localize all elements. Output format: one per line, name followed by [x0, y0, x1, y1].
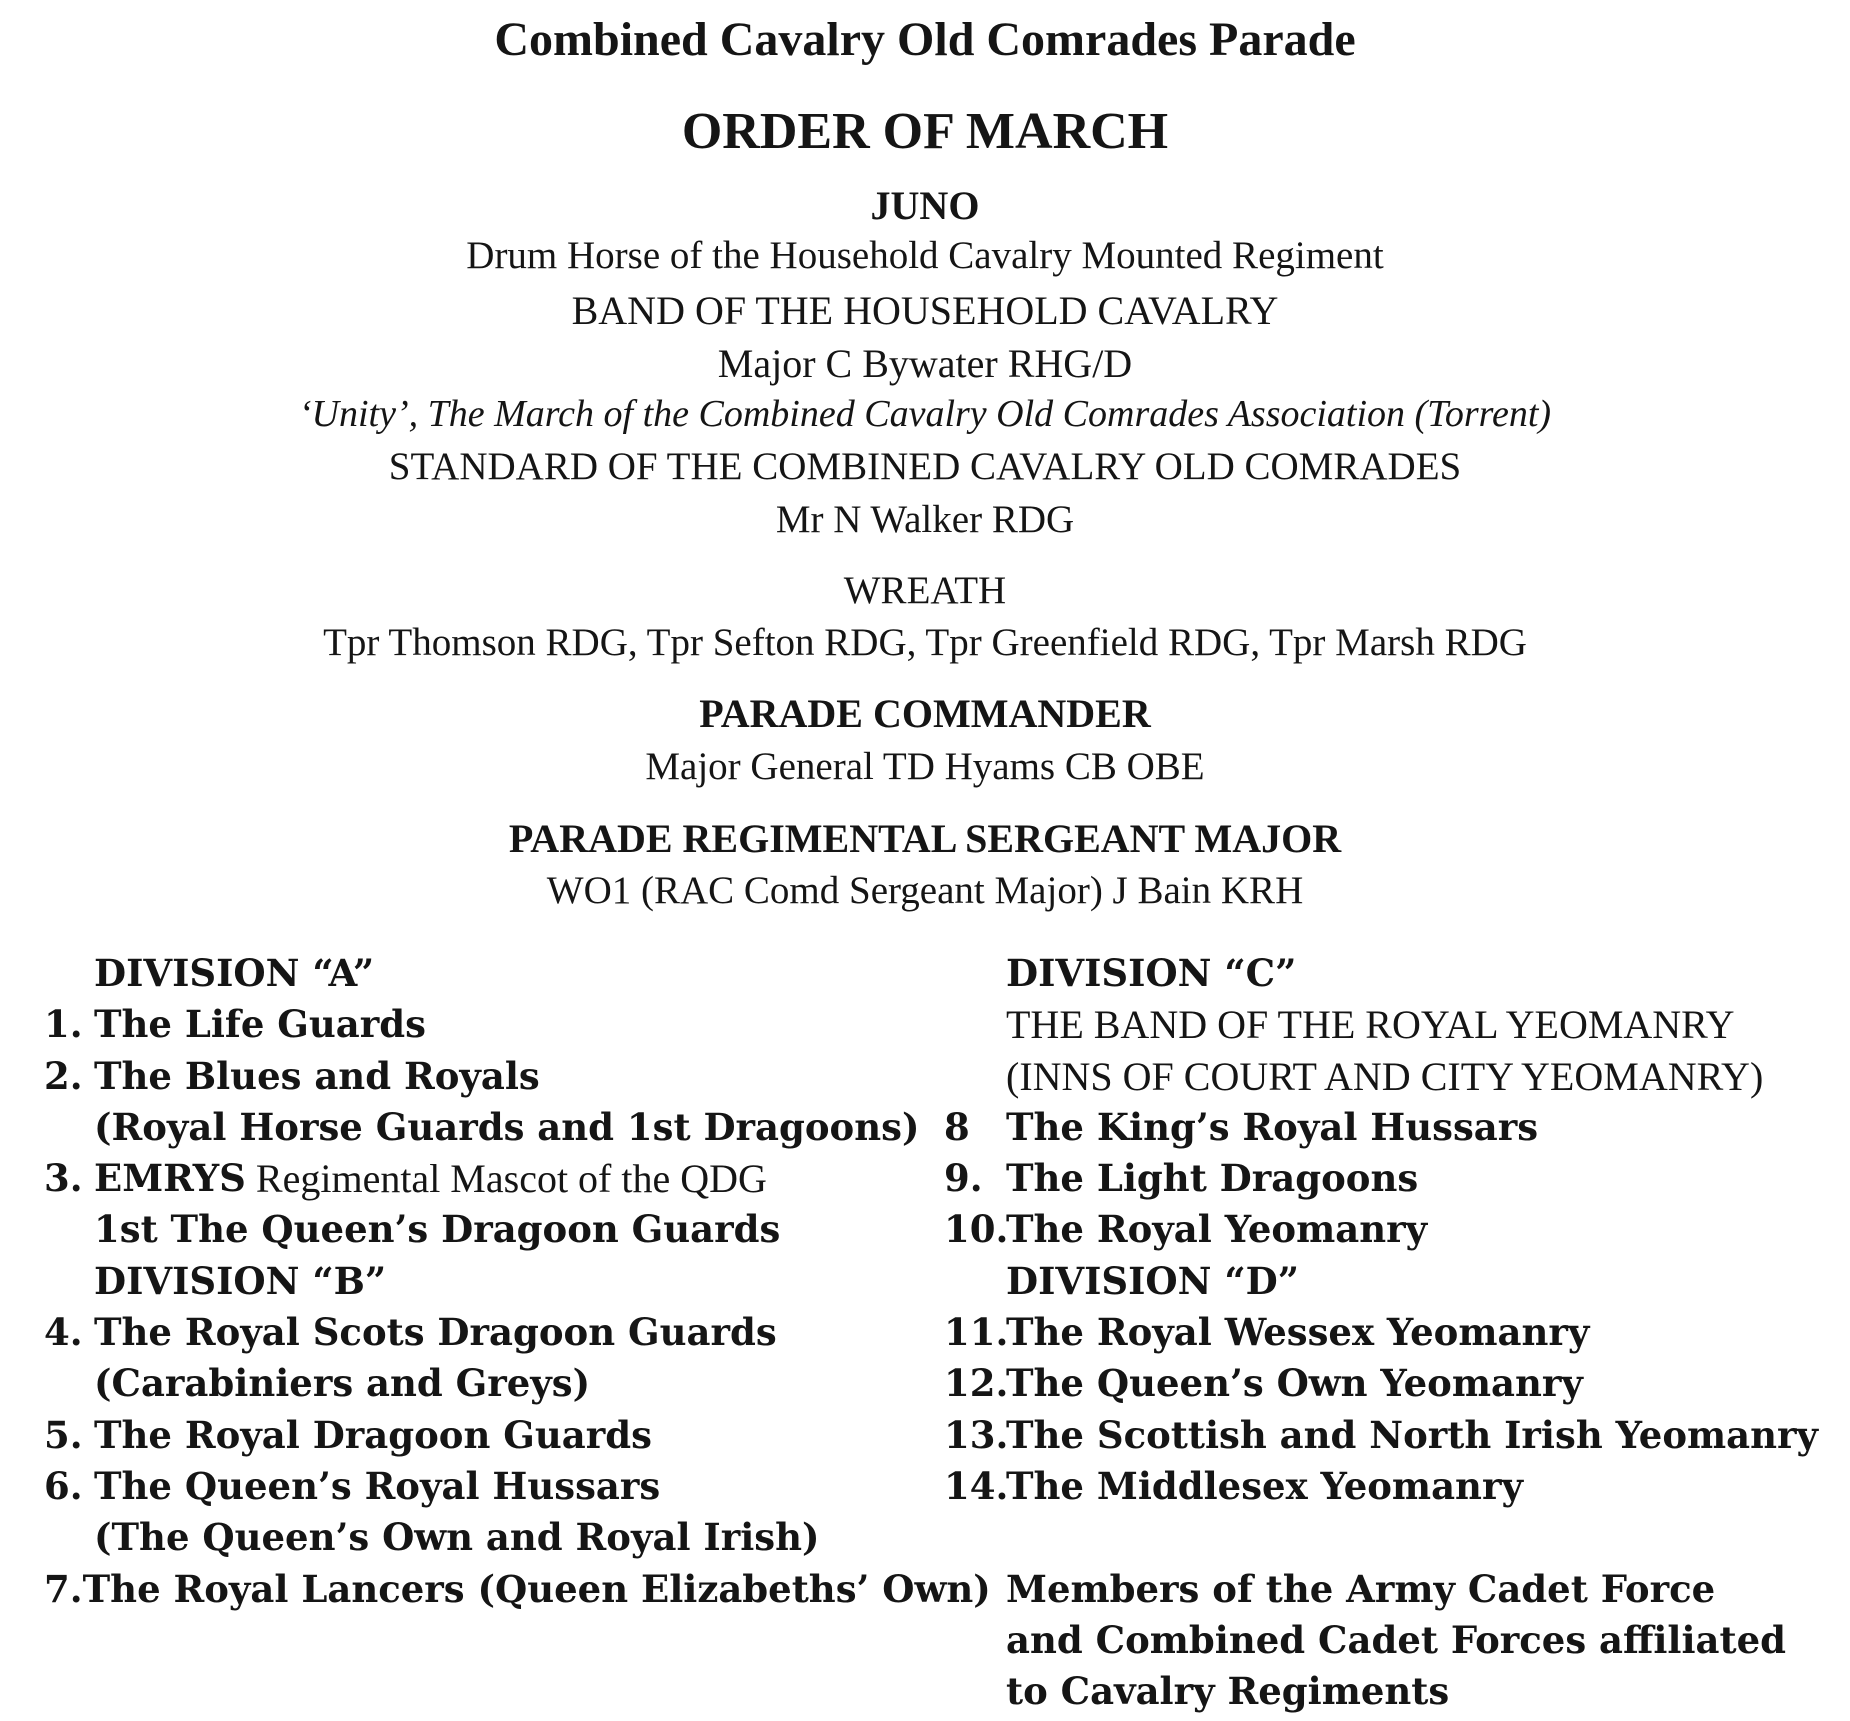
list-item: 5. The Royal Dragoon Guards: [44, 1412, 652, 1457]
wreath-bearers-line: Tpr Thomson RDG, Tpr Sefton RDG, Tpr Greenfield RDG, Tpr Marsh RDG: [323, 621, 1527, 664]
march-line: ‘Unity’, The March of the Combined Cavalry Old Comrades Association (Torrent): [298, 393, 1552, 435]
parade-commander-heading: PARADE COMMANDER: [699, 691, 1151, 736]
spacer: [944, 1512, 1844, 1563]
drum-horse-line: Drum Horse of the Household Cavalry Mounted Regiment: [466, 234, 1384, 277]
parade-commander-name: Major General TD Hyams CB OBE: [645, 745, 1205, 788]
list-item: 8 The King’s Royal Hussars: [944, 1104, 1539, 1149]
band-conductor-line: Major C Bywater RHG/D: [717, 341, 1133, 386]
list-item: (Carabiniers and Greys): [94, 1361, 591, 1406]
list-item: 12. The Queen’s Own Yeomanry: [944, 1361, 1583, 1406]
juno-heading: JUNO: [870, 183, 980, 228]
cadet-line: to Cavalry Regiments: [1006, 1669, 1450, 1714]
cadet-line: and Combined Cadet Forces affiliated: [1006, 1617, 1787, 1662]
list-item: 6. The Queen’s Royal Hussars: [44, 1463, 661, 1508]
list-item: 7. The Royal Lancers (Queen Elizabeths’ Own): [44, 1566, 991, 1611]
wreath-heading: WREATH: [843, 569, 1007, 612]
rsm-heading: PARADE REGIMENTAL SERGEANT MAJOR: [508, 816, 1342, 861]
list-item: 3. EMRYS Regimental Mascot of the QDG: [44, 1156, 767, 1202]
band-line: BAND OF THE HOUSEHOLD CAVALRY: [571, 288, 1279, 333]
list-item: DIVISION “C”: [1006, 951, 1297, 995]
list-item: 10. The Royal Yeomanry: [944, 1207, 1428, 1252]
list-item: 9. The Light Dragoons: [944, 1156, 1419, 1201]
list-item: 1st The Queen’s Dragoon Guards: [94, 1207, 781, 1252]
list-item: THE BAND OF THE ROYAL YEOMANRY: [1006, 1002, 1735, 1048]
standard-bearer-line: Mr N Walker RDG: [775, 498, 1075, 541]
list-item: 1. The Life Guards: [44, 1002, 426, 1047]
document-title: Combined Cavalry Old Comrades Parade: [494, 13, 1356, 66]
document-subtitle: ORDER OF MARCH: [681, 103, 1169, 160]
right-column: [944, 948, 1844, 1717]
list-item: 4. The Royal Scots Dragoon Guards: [44, 1310, 777, 1355]
list-item: DIVISION “B”: [94, 1258, 387, 1303]
list-item: DIVISION “A”: [94, 951, 375, 995]
list-item: DIVISION “D”: [1006, 1258, 1300, 1303]
list-item: 14. The Middlesex Yeomanry: [944, 1463, 1523, 1508]
list-item: 13. The Scottish and North Irish Yeomanry: [944, 1412, 1819, 1457]
list-item: (INNS OF COURT AND CITY YEOMANRY): [1006, 1053, 1764, 1099]
left-column: [44, 948, 991, 1615]
list-item: (The Queen’s Own and Royal Irish): [94, 1515, 820, 1560]
rsm-name: WO1 (RAC Comd Sergeant Major) J Bain KRH: [546, 869, 1304, 912]
list-item: (Royal Horse Guards and 1st Dragoons): [94, 1104, 920, 1149]
standard-line: STANDARD OF THE COMBINED CAVALRY OLD COMRADES: [388, 445, 1462, 488]
cadet-line: Members of the Army Cadet Force: [1006, 1566, 1716, 1611]
list-item: 2. The Blues and Royals: [44, 1053, 540, 1098]
list-item: 11. The Royal Wessex Yeomanry: [944, 1310, 1590, 1355]
